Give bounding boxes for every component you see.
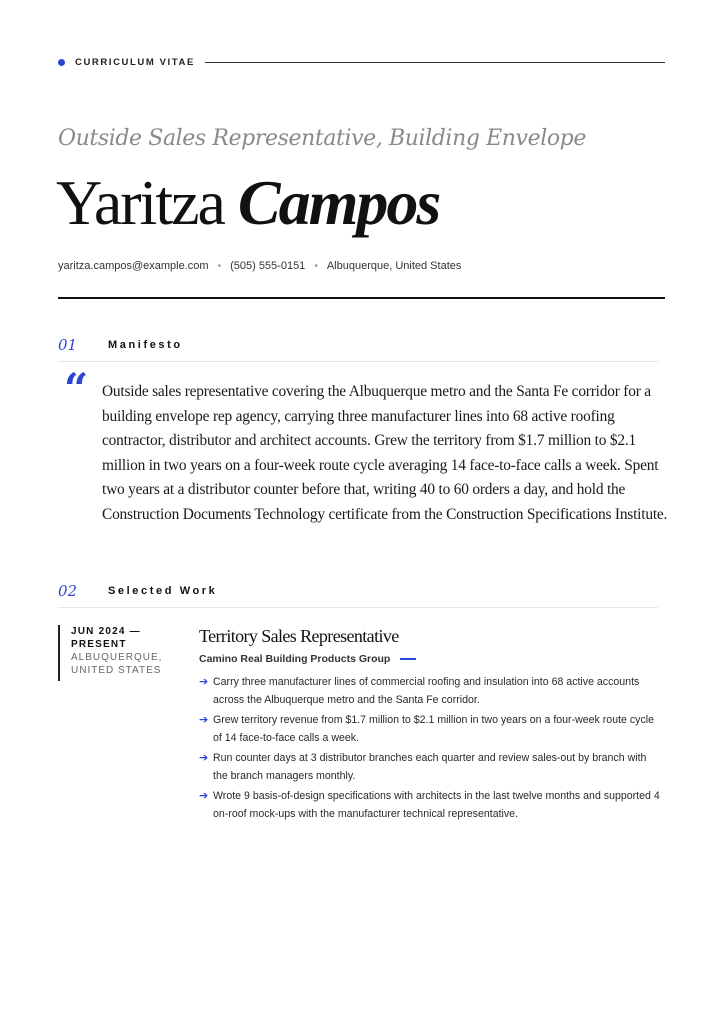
job-meta <box>58 625 178 681</box>
eyebrow-rule <box>205 62 665 63</box>
section-divider <box>58 607 658 608</box>
arrow-right-icon: ➔ <box>199 676 209 688</box>
list-item <box>199 711 664 747</box>
section-title: Selected Work <box>108 585 218 597</box>
bullet-text: Wrote 9 basis-of-design specifications with architects in the last twelve months and supported 4 on-roof mock-ups with the manufacturer technical representative. <box>213 790 660 820</box>
arrow-right-icon: ➔ <box>199 714 209 726</box>
full-name <box>56 164 439 242</box>
eyebrow <box>58 55 665 69</box>
contact-location: Albuquerque, United States <box>326 260 462 272</box>
job-title: Territory Sales Representative <box>199 626 399 646</box>
contact-line <box>58 260 461 272</box>
quote-icon: “ <box>64 364 89 413</box>
job-company <box>199 653 664 665</box>
contact-email[interactable]: yaritza.campos@example.com <box>58 260 209 272</box>
bullet-text: Run counter days at 3 distributor branches each quarter and review sales-out by branch with the branch managers monthly. <box>213 752 647 782</box>
section-divider <box>58 361 658 362</box>
contact-separator: • <box>217 260 222 272</box>
job-bullets <box>199 673 664 823</box>
section-title: Manifesto <box>108 339 183 351</box>
section-work-heading <box>58 581 658 601</box>
first-name: Yaritza <box>56 167 224 238</box>
company-dash-icon <box>400 658 416 660</box>
manifesto-text: Outside sales representative covering the Albuquerque metro and the Santa Fe corridor for a building envelope rep agency, carrying three manufacturer lines into 68 active roofing contractor, distributor and architect accounts. Grew the territory from $1.7 million to $2.1 million in two years on a four-week route cycle averaging 14 face-to-face calls a week. Spent two years at a distributor counter before that, writing 40 to 60 orders a day, and hold the Construction Documents Technology certificate from the Construction Specifications Institute. <box>102 383 668 523</box>
list-item <box>199 749 664 785</box>
section-number: 02 <box>58 582 78 600</box>
arrow-right-icon: ➔ <box>199 752 209 764</box>
list-item <box>199 673 664 709</box>
section-manifesto-heading <box>58 335 658 355</box>
bullet-text: Carry three manufacturer lines of commercial roofing and insulation into 68 active accounts across the Albuquerque metro and the Santa Fe corridor. <box>213 676 640 706</box>
bullet-text: Grew territory revenue from $1.7 million to $2.1 million in two years on a four-week route cycle of 14 face-to-face calls a week. <box>213 714 655 744</box>
eyebrow-label: CURRICULUM VITAE <box>75 56 195 68</box>
role-title: Outside Sales Representative, Building Envelope <box>58 126 586 151</box>
job-dates: JUN 2024 — PRESENT <box>71 626 141 650</box>
contact-phone[interactable]: (505) 555-0151 <box>230 260 306 272</box>
arrow-right-icon: ➔ <box>199 790 209 802</box>
job-location: ALBUQUERQUE, UNITED STATES <box>71 652 163 676</box>
accent-dot-icon <box>58 59 65 66</box>
job-entry <box>199 624 664 825</box>
contact-separator: • <box>314 260 318 272</box>
company-name: Camino Real Building Products Group <box>199 653 391 665</box>
last-name: Campos <box>237 167 440 238</box>
list-item <box>199 787 664 823</box>
header-divider <box>58 297 665 299</box>
section-number: 01 <box>58 336 78 354</box>
